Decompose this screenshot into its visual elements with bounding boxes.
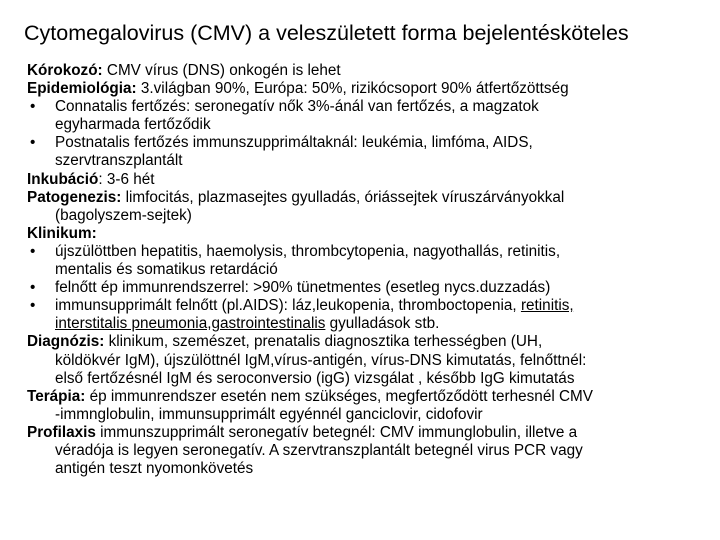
klinikum-bullet-2-line-1: felnőtt ép immunrendszerrel: >90% tünetmentes (esetleg nycs.duzzadás) bbox=[55, 279, 551, 297]
epidemiologia-bullet-1-line-1: Connatalis fertőzés: seronegatív nők 3%-ánál van fertőzés, a magzatok bbox=[55, 98, 539, 116]
korokozo-line bbox=[27, 62, 703, 80]
diagnozis-cont-1: köldökvér IgM), újszülöttnél IgM,vírus-antigén, vírus-DNS kimutatás, felnőttnél: bbox=[55, 351, 587, 369]
klinikum-bullet-1-line-1: újszülöttben hepatitis, haemolysis, thrombcytopenia, nagyothallás, retinitis, bbox=[55, 242, 561, 260]
korokozo-text: CMV vírus (DNS) onkogén is lehet bbox=[102, 62, 341, 79]
diagnozis-text: klinikum, szemészet, prenatalis diagnosztika terhességben (UH, bbox=[104, 333, 543, 351]
diagnozis-cont-2: első fertőzésnél IgM és seroconversio (igG) vizsgálat , később IgG kimutatás bbox=[55, 369, 575, 387]
diagnozis-label: Diagnózis: bbox=[27, 333, 105, 351]
bullet-icon: • bbox=[30, 279, 36, 297]
epidemiologia-bullet-1-line-2: egyharmada fertőződik bbox=[55, 116, 211, 134]
klinikum-bullet-3 bbox=[27, 297, 703, 333]
bullet-icon: • bbox=[30, 242, 36, 260]
slide-title: Cytomegalovirus (CMV) a veleszületett forma bejelentésköteles bbox=[24, 21, 629, 45]
inkubacio-label: Inkubáció bbox=[27, 170, 99, 188]
klinikum-bullet-3-text: immunsupprimált felnőtt (pl.AIDS): láz,leukopenia, thromboctopenia, bbox=[55, 297, 521, 315]
klinikum-bullet-3-tail: gyulladások stb. bbox=[325, 315, 440, 333]
diagnozis-line bbox=[27, 333, 703, 351]
epidemiologia-label: Epidemiológia: bbox=[27, 80, 137, 98]
epidemiologia-text: 3.világban 90%, Európa: 50%, rizikócsoport 90% átfertőzöttség bbox=[136, 80, 569, 98]
klinikum-bullet-1-line-2: mentalis és somatikus retardáció bbox=[55, 261, 278, 279]
klinikum-label: Klinikum: bbox=[27, 224, 97, 242]
epidemiologia-bullet-2-line-1: Postnatalis fertőzés immunszupprimáltaknál: leukémia, limfóma, AIDS, bbox=[55, 134, 533, 152]
terapia-line bbox=[27, 388, 703, 406]
klinikum-bullet-3-line-1 bbox=[55, 297, 703, 315]
klinikum-line bbox=[27, 225, 703, 243]
inkubacio-line bbox=[27, 171, 703, 189]
epidemiologia-bullet-2-line-2: szervtranszplantált bbox=[55, 152, 183, 170]
profilaxis-cont-2: antigén teszt nyomonkövetés bbox=[55, 460, 254, 478]
korokozo-label: Kórokozó: bbox=[27, 62, 103, 79]
profilaxis-label: Profilaxis bbox=[27, 423, 96, 441]
patogenezis-label: Patogenezis: bbox=[27, 188, 122, 206]
content-body bbox=[27, 62, 703, 478]
epidemiologia-line bbox=[27, 80, 703, 98]
patogenezis-line bbox=[27, 189, 703, 207]
klinikum-bullet-3-line-2 bbox=[55, 315, 703, 333]
klinikum-bullet-1 bbox=[27, 243, 703, 279]
terapia-cont-1: -immnglobulin, immunsupprimált egyénnél ganciclovir, cidofovir bbox=[55, 405, 483, 423]
profilaxis-text: immunszupprimált seronegatív betegnél: CMV immunglobulin, illetve a bbox=[95, 423, 578, 441]
bullet-icon: • bbox=[30, 98, 36, 116]
profilaxis-line bbox=[27, 424, 703, 442]
pneumonia-underlined: interstitalis pneumonia,gastrointestinalis bbox=[55, 315, 326, 333]
patogenezis-cont: (bagolyszem-sejtek) bbox=[55, 206, 192, 224]
klinikum-bullet-2 bbox=[27, 279, 703, 297]
bullet-icon: • bbox=[30, 134, 36, 152]
retinitis-underlined: retinitis, bbox=[520, 297, 574, 315]
epidemiologia-bullet-2 bbox=[27, 134, 703, 170]
patogenezis-text: limfocitás, plazmasejtes gyulladás, óriássejtek víruszárványokkal bbox=[121, 188, 565, 206]
epidemiologia-bullet-1 bbox=[27, 98, 703, 134]
terapia-text: ép immunrendszer esetén nem szükséges, megfertőződött terhesnél CMV bbox=[85, 387, 593, 405]
profilaxis-cont-1: véradója is legyen seronegatív. A szervtranszplantált betegnél virus PCR vagy bbox=[55, 441, 583, 459]
terapia-label: Terápia: bbox=[27, 387, 86, 405]
bullet-icon: • bbox=[30, 297, 36, 315]
inkubacio-text: : 3-6 hét bbox=[98, 170, 155, 188]
